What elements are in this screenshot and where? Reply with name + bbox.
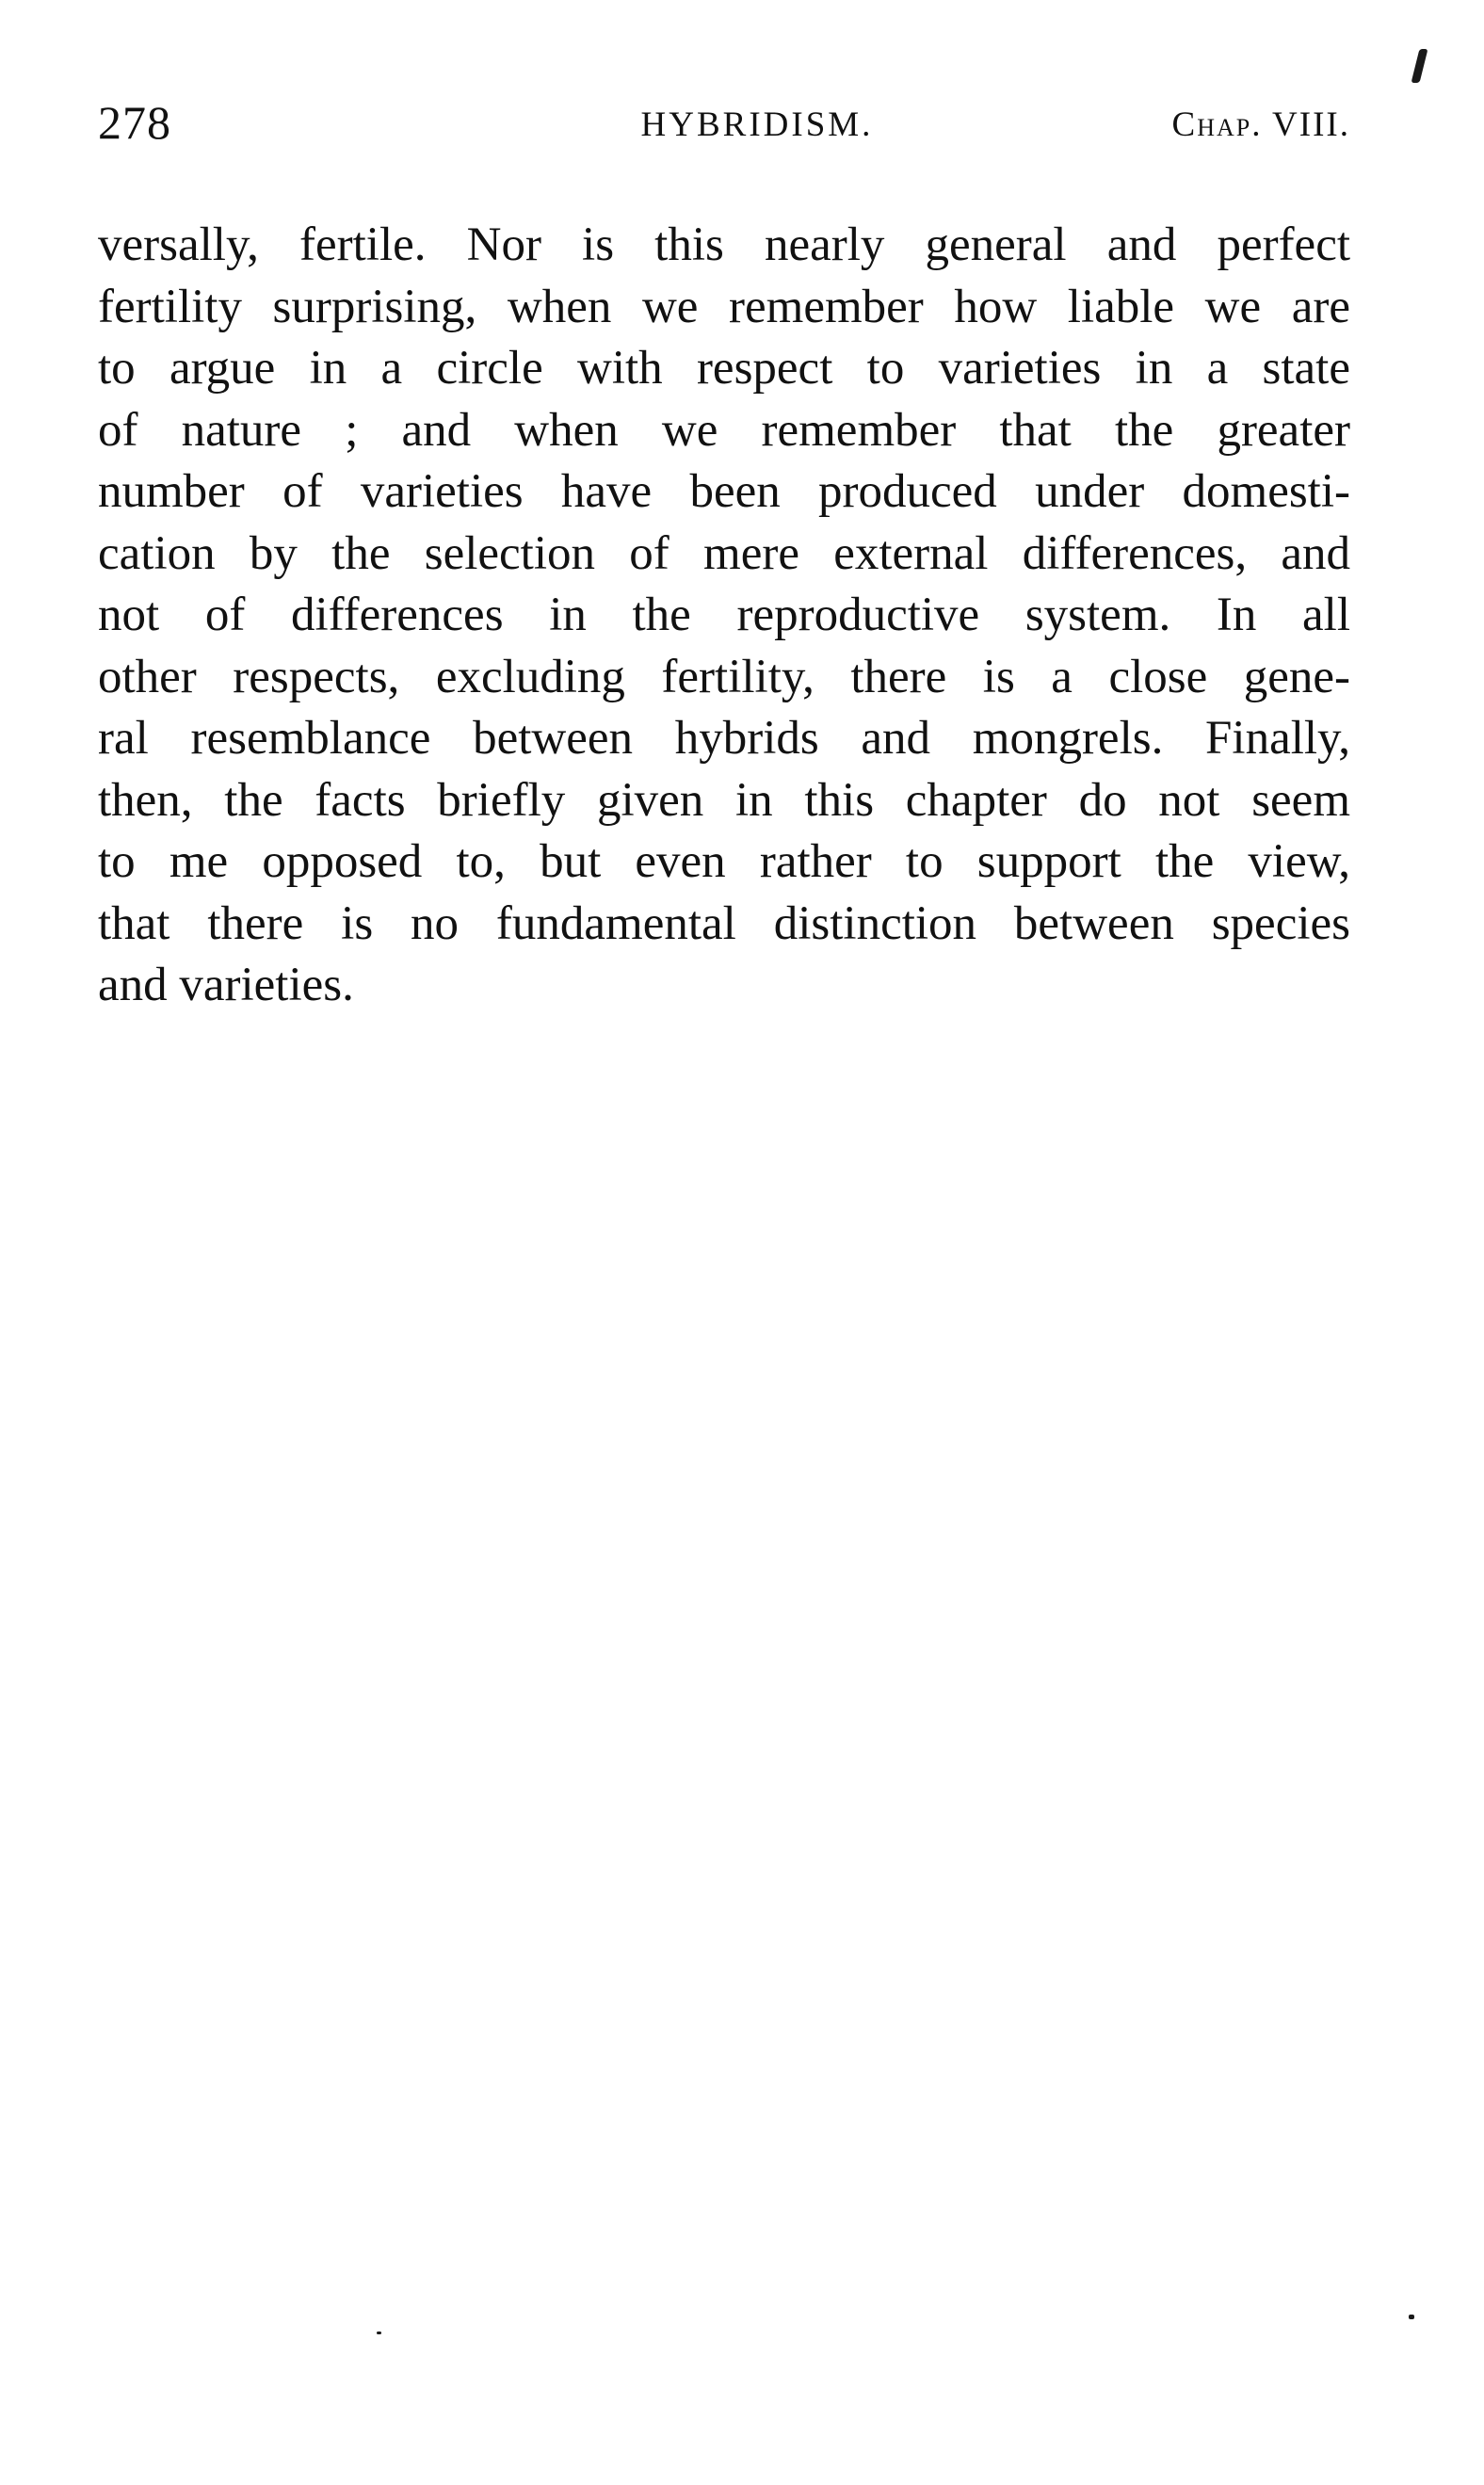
- text-line: fertility surprising, when we remember how liable we are: [98, 280, 1350, 333]
- text-line: other respects, excluding fertility, there is a close gene-: [98, 650, 1350, 703]
- running-head: [98, 94, 1350, 151]
- text-line: then, the facts briefly given in this chapter do not seem: [98, 773, 1350, 827]
- text-line: to me opposed to, but even rather to support the view,: [98, 835, 1350, 888]
- text-line: not of differences in the reproductive system. In all: [98, 589, 1350, 641]
- running-title: HYBRIDISM.: [640, 105, 874, 144]
- running-chapter: Chap. VIII.: [1171, 105, 1350, 144]
- ink-speck-mark: [1409, 2315, 1414, 2319]
- ink-speck-mark: [1411, 49, 1428, 83]
- body-paragraph: [98, 215, 1350, 1017]
- text-line: that there is no fundamental distinction between species: [98, 896, 1350, 950]
- page-number: 278: [98, 96, 171, 149]
- text-line: versally, fertile. Nor is this nearly general and perfect: [98, 218, 1350, 271]
- text-line: number of varieties have been produced under domesti-: [98, 465, 1350, 518]
- text-line: of nature ; and when we remember that the greater: [98, 403, 1350, 457]
- text-line: and varieties.: [98, 959, 354, 1011]
- text-line: to argue in a circle with respect to varieties in a state: [98, 342, 1350, 395]
- text-line: cation by the selection of mere external differences, and: [98, 526, 1350, 580]
- text-line: ral resemblance between hybrids and mongrels. Finally,: [98, 712, 1350, 765]
- ink-speck-mark: [377, 2332, 381, 2334]
